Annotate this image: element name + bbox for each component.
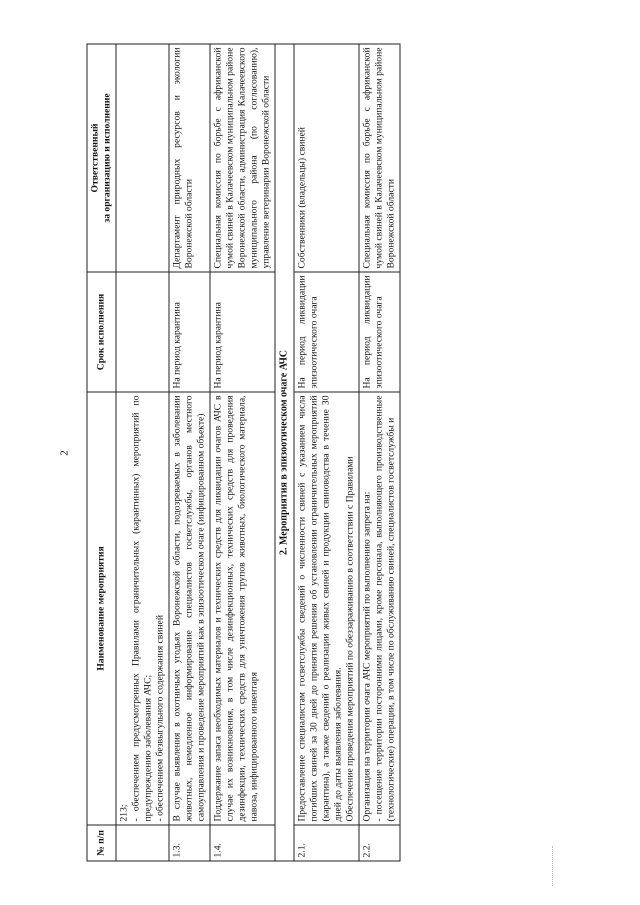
table-row (209, 44, 274, 861)
row-deadline (115, 272, 168, 392)
measure-line: Предоставление специалистам госветслужбы сведений о численности свиней с указанием числа погибших свиней за 30 дней до принятия решения об установлении ограничительных мероприятий (карантина), а также сведений о реализации живых свиней и продукции свиноводства в течение 30 дней до даты выявления заболевания. (296, 395, 344, 821)
measure-line: - посещение территории посторонними лицами, кроме персонала, выполняющего производственные (технологические) операции, в том числе по обслуживанию свиней, специалистов госветслужбы и (373, 395, 397, 821)
row-measure (359, 392, 400, 825)
row-deadline: На период карантина (168, 272, 209, 392)
measure-line: В случае выявления в охотничьих угодьях Воронежской области, подозреваемых в заболевании животных, немедленное информирование специалистов госветслужбы, органов местного самоуправления и проведение мероприятий как в эпизоотическом очаге (инфицированном объекте) (170, 395, 206, 821)
header-deadline: Срок исполнения (87, 272, 116, 392)
measure-line: Поддержание запаса необходимых материалов и технических средств для ликвидации очагов АЧС в случае их возникновения, в том числе дезинфекционных, технических средств для проведения дезинфекции, технических средств для уничтожения трупов животных, биологического материала, навоза, инфицированного инвентаря (211, 395, 259, 821)
measure-line: Организация на территории очага АЧС мероприятий по выполнению запрета на: (361, 491, 373, 821)
section-heading-row (274, 44, 294, 861)
measure-line: - обеспечением безвыгульного содержания свиней (153, 614, 165, 821)
measure-line: 213; (117, 803, 129, 821)
row-measure (209, 392, 274, 825)
row-responsible (115, 44, 168, 272)
header-responsible-line1: Ответственный (89, 123, 100, 192)
header-num: № п/п (87, 825, 116, 861)
row-deadline: На период карантина (209, 272, 274, 392)
row-deadline: На период ликвидации эпизоотического очага (359, 272, 400, 392)
header-responsible (87, 44, 116, 272)
row-number: 2.1. (294, 825, 359, 861)
table-row (359, 44, 400, 861)
scan-artifact-mark (552, 846, 557, 886)
row-responsible: Специальная комиссия по борьбе с африканской чумой свиней в Калачеевском муниципальном районе Воронежской области, администрация Калачеевского муниципального района (по согласованию), управление ветеринарии Воронежской области (209, 44, 274, 272)
row-number (115, 825, 168, 861)
row-number: 2.2. (359, 825, 400, 861)
row-number: 1.3. (168, 825, 209, 861)
row-responsible: Департамент природных ресурсов и экологии Воронежской области (168, 44, 209, 272)
table-row (294, 44, 359, 861)
header-responsible-line2: за организацию и исполнение (100, 92, 112, 223)
measure-line: - обеспечением предусмотренных Правилами ограничительных (карантинных) мероприятий по предупреждению заболевания АЧС; (129, 395, 153, 821)
row-responsible: Собственники (владельцы) свиней (294, 44, 359, 272)
rotated-document-page (58, 44, 582, 861)
table-row (115, 44, 168, 861)
row-measure (115, 392, 168, 825)
section-2-title: 2. Мероприятия в эпизоотическом очаге АЧС (274, 44, 294, 861)
measure-line: Обеспечение проведения мероприятий по обеззараживанию в соответствии с Правилами (344, 455, 356, 821)
table-row (168, 44, 209, 861)
measures-table (86, 43, 400, 861)
row-responsible: Специальная комиссия по борьбе с африканской чумой свиней в Калачеевском муниципальном районе Воронежской области (359, 44, 400, 272)
row-number: 1.4. (209, 825, 274, 861)
row-measure (294, 392, 359, 825)
table-header-row (87, 44, 116, 861)
row-measure (168, 392, 209, 825)
row-deadline: На период ликвидации эпизоотического очага (294, 272, 359, 392)
page-number: 2 (58, 449, 70, 456)
header-name: Наименование мероприятия (87, 392, 116, 825)
